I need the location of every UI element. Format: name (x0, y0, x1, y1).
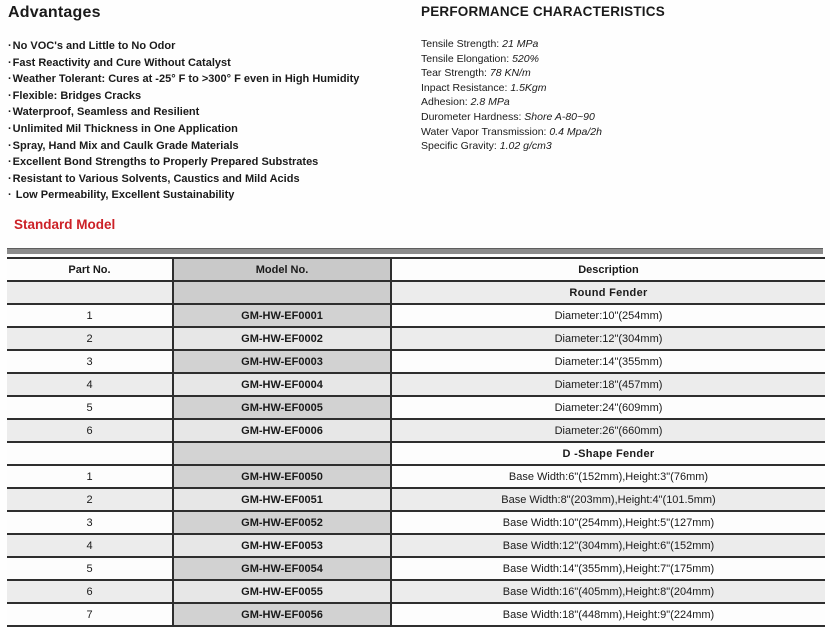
performance-item (421, 95, 821, 110)
description-cell: Base Width:14"(355mm),Height:7"(175mm) (391, 557, 825, 580)
spec-label: Specific Gravity: (421, 140, 497, 153)
bullet-icon: · (8, 122, 12, 135)
performance-item (421, 66, 821, 81)
model-no-cell: GM-HW-EF0053 (173, 534, 391, 557)
performance-title: PERFORMANCE CHARACTERISTICS (421, 4, 665, 19)
table-row (7, 396, 825, 419)
model-no-cell: GM-HW-EF0050 (173, 465, 391, 488)
part-no-cell: 7 (7, 603, 173, 626)
performance-item (421, 37, 821, 52)
standard-model-table (7, 257, 825, 627)
performance-item (421, 81, 821, 96)
part-no-cell: 6 (7, 419, 173, 442)
table-row (7, 580, 825, 603)
header-description: Description (391, 258, 825, 281)
advantage-item (8, 88, 413, 105)
performance-item (421, 139, 821, 154)
description-cell: Diameter:24"(609mm) (391, 396, 825, 419)
model-no-cell: GM-HW-EF0055 (173, 580, 391, 603)
part-no-cell: 4 (7, 373, 173, 396)
advantage-item (8, 121, 413, 138)
advantage-text: Weather Tolerant: Cures at -25° F to >300° F even in High Humidity (12, 73, 360, 86)
bullet-icon: · (8, 189, 12, 202)
bullet-icon: · (8, 156, 12, 169)
model-no-cell: GM-HW-EF0004 (173, 373, 391, 396)
description-cell: Diameter:10"(254mm) (391, 304, 825, 327)
advantage-text: Excellent Bond Strengths to Properly Prepared Substrates (12, 156, 319, 169)
table-row (7, 304, 825, 327)
bullet-icon: · (8, 106, 12, 119)
bullet-icon: · (8, 172, 12, 185)
part-no-cell: 1 (7, 304, 173, 327)
table-row (7, 465, 825, 488)
description-cell: Diameter:14"(355mm) (391, 350, 825, 373)
performance-item (421, 52, 821, 67)
table-row (7, 373, 825, 396)
model-no-cell: GM-HW-EF0052 (173, 511, 391, 534)
advantages-list (8, 38, 413, 204)
advantage-item (8, 187, 413, 204)
part-no-cell: 2 (7, 488, 173, 511)
description-cell: Base Width:8"(203mm),Height:4"(101.5mm) (391, 488, 825, 511)
table-row (7, 603, 825, 626)
part-no-cell: 5 (7, 557, 173, 580)
table-row (7, 557, 825, 580)
advantage-item (8, 154, 413, 171)
spec-label: Tensile Elongation: (421, 52, 510, 65)
spec-label: Inpact Resistance: (421, 81, 508, 94)
spec-label: Durometer Hardness: (421, 110, 522, 123)
description-cell: Base Width:18"(448mm),Height:9"(224mm) (391, 603, 825, 626)
bullet-icon: · (8, 56, 12, 69)
bullet-icon: · (8, 40, 12, 52)
part-no-cell: 5 (7, 396, 173, 419)
model-no-cell: GM-HW-EF0003 (173, 350, 391, 373)
advantage-item (8, 38, 413, 55)
section-title: D -Shape Fender (391, 442, 825, 465)
performance-item (421, 125, 821, 140)
advantage-text: Waterproof, Seamless and Resilient (12, 106, 200, 119)
part-no-cell: 1 (7, 465, 173, 488)
bullet-icon: · (8, 73, 12, 86)
spec-value: 1.02 g/cm3 (499, 140, 552, 153)
section-row-round-fender (7, 281, 825, 304)
description-cell: Diameter:12"(304mm) (391, 327, 825, 350)
spec-value: 21 MPa (502, 38, 539, 50)
standard-model-title: Standard Model (14, 217, 116, 232)
description-cell: Diameter:26"(660mm) (391, 419, 825, 442)
table-row (7, 534, 825, 557)
bullet-icon: · (8, 89, 12, 102)
description-cell: Base Width:16"(405mm),Height:8"(204mm) (391, 580, 825, 603)
advantage-text: Spray, Hand Mix and Caulk Grade Materials (12, 139, 239, 152)
spec-value: 2.8 MPa (470, 96, 510, 109)
part-no-cell: 3 (7, 511, 173, 534)
spec-value: Shore A-80~90 (524, 110, 595, 123)
advantage-item (8, 171, 413, 188)
advantage-text: No VOC's and Little to No Odor (12, 40, 176, 52)
description-cell: Diameter:18"(457mm) (391, 373, 825, 396)
spec-value: 520% (512, 52, 539, 65)
model-no-cell: GM-HW-EF0051 (173, 488, 391, 511)
bullet-icon: · (8, 139, 12, 152)
advantage-text: Low Permeability, Excellent Sustainability (15, 189, 235, 202)
model-no-cell: GM-HW-EF0002 (173, 327, 391, 350)
advantage-item (8, 71, 413, 88)
standard-model-table-wrap (7, 248, 823, 630)
spec-label: Tensile Strength: (421, 38, 500, 50)
model-no-cell: GM-HW-EF0006 (173, 419, 391, 442)
advantage-text: Fast Reactivity and Cure Without Catalyst (12, 56, 231, 69)
performance-list (421, 37, 821, 154)
description-cell: Base Width:12"(304mm),Height:6"(152mm) (391, 534, 825, 557)
part-no-cell: 4 (7, 534, 173, 557)
model-no-cell: GM-HW-EF0005 (173, 396, 391, 419)
description-cell: Base Width:6"(152mm),Height:3"(76mm) (391, 465, 825, 488)
performance-section (421, 4, 821, 154)
advantages-section (8, 4, 413, 204)
description-cell: Base Width:10"(254mm),Height:5"(127mm) (391, 511, 825, 534)
table-row (7, 419, 825, 442)
spec-value: 78 KN/m (489, 67, 531, 80)
advantage-text: Resistant to Various Solvents, Caustics and Mild Acids (12, 172, 300, 185)
table-row (7, 327, 825, 350)
spec-label: Water Vapor Transmission: (421, 125, 547, 138)
spec-label: Adhesion: (421, 96, 468, 109)
header-model-no: Model No. (173, 258, 391, 281)
part-no-cell: 2 (7, 327, 173, 350)
part-no-cell: 3 (7, 350, 173, 373)
spec-value: 1.5Kgm (510, 81, 547, 94)
part-no-cell (7, 442, 173, 465)
table-top-band (7, 248, 823, 254)
model-no-cell: GM-HW-EF0056 (173, 603, 391, 626)
advantages-title: Advantages (8, 4, 101, 21)
model-no-cell: GM-HW-EF0001 (173, 304, 391, 327)
advantage-item (8, 138, 413, 155)
performance-item (421, 110, 821, 125)
model-no-cell (173, 281, 391, 304)
section-title: Round Fender (391, 281, 825, 304)
table-row (7, 350, 825, 373)
model-no-cell: GM-HW-EF0054 (173, 557, 391, 580)
part-no-cell (7, 281, 173, 304)
table-row (7, 511, 825, 534)
advantage-text: Flexible: Bridges Cracks (12, 89, 142, 102)
header-part-no: Part No. (7, 258, 173, 281)
model-no-cell (173, 442, 391, 465)
spec-value: 0.4 Mpa/2h (549, 125, 602, 138)
spec-label: Tear Strength: (421, 67, 487, 80)
section-row-d-shape-fender (7, 442, 825, 465)
table-header-row (7, 258, 825, 281)
advantage-item (8, 55, 413, 72)
advantage-text: Unlimited Mil Thickness in One Application (12, 122, 238, 135)
advantage-item (8, 104, 413, 121)
table-row (7, 488, 825, 511)
part-no-cell: 6 (7, 580, 173, 603)
